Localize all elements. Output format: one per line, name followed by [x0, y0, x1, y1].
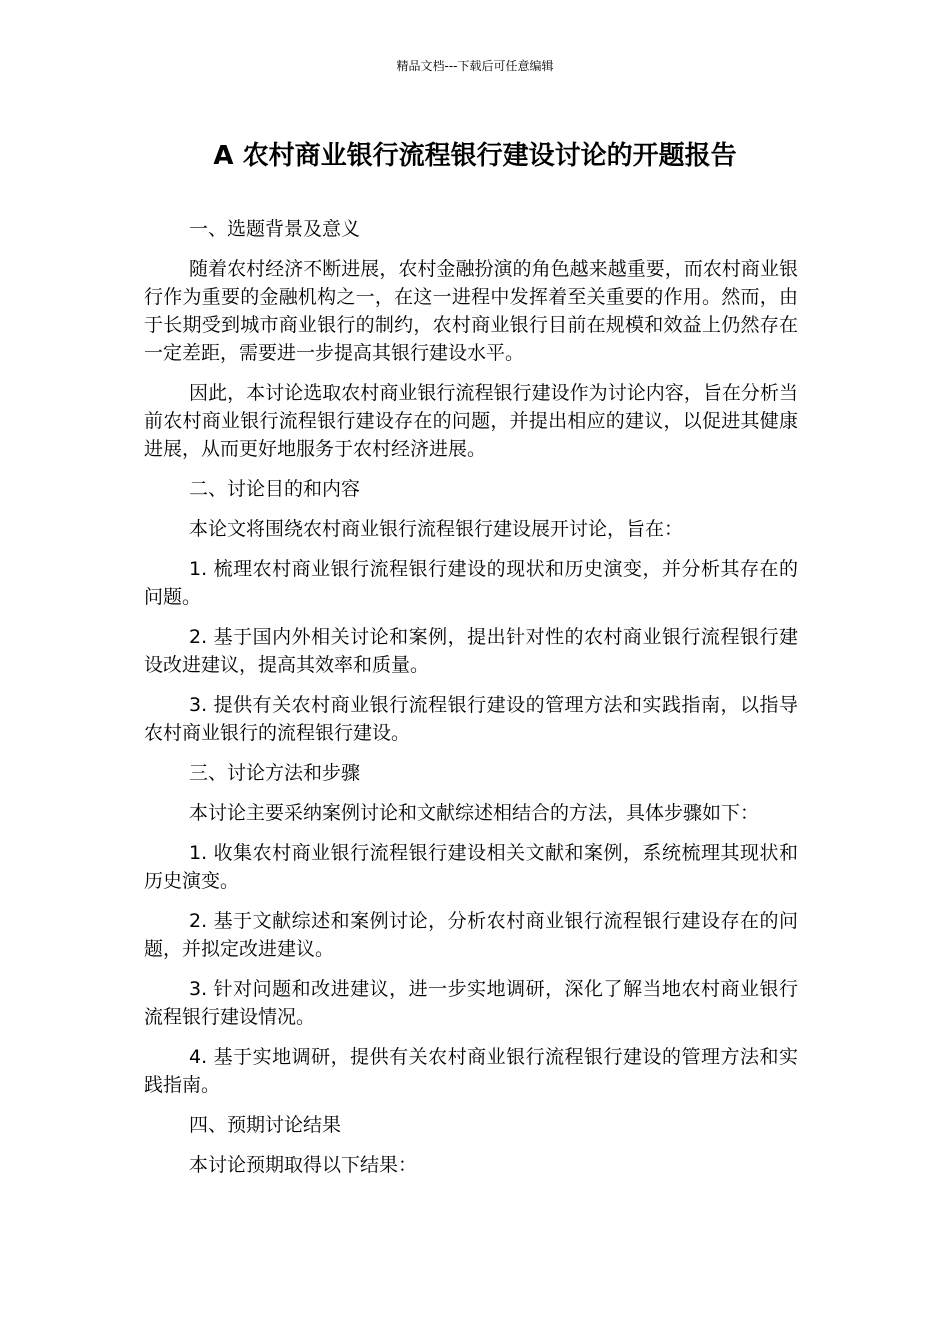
list-item: 1. 收集农村商业银行流程银行建设相关文献和案例，系统梳理其现状和历史演变。 [144, 842, 798, 892]
paragraph: 本讨论主要采纳案例讨论和文献综述相结合的方法，具体步骤如下： [189, 802, 760, 824]
section-heading: 四、预期讨论结果 [189, 1114, 342, 1136]
document-body [144, 215, 798, 1191]
list-item: 1. 梳理农村商业银行流程银行建设的现状和历史演变，并分析其存在的问题。 [144, 558, 798, 608]
section-heading: 一、选题背景及意义 [189, 218, 361, 240]
paragraph: 随着农村经济不断进展，农村金融扮演的角色越来越重要，而农村商业银行作为重要的金融机构之一，在这一进程中发挥着至关重要的作用。然而，由于长期受到城市商业银行的制约，农村商业银行目前在规模和效益上仍然存在一定差距，需要进一步提高其银行建设水平。 [144, 258, 798, 364]
paragraph: 本讨论预期取得以下结果： [189, 1154, 418, 1176]
paragraph: 因此，本讨论选取农村商业银行流程银行建设作为讨论内容，旨在分析当前农村商业银行流程银行建设存在的问题，并提出相应的建议，以促进其健康进展，从而更好地服务于农村经济进展。 [144, 382, 798, 460]
header-note: 精品文档---下载后可任意编辑 [396, 59, 554, 73]
paragraph: 本论文将围绕农村商业银行流程银行建设展开讨论，旨在： [189, 518, 684, 540]
list-item: 3. 提供有关农村商业银行流程银行建设的管理方法和实践指南，以指导农村商业银行的流程银行建设。 [144, 694, 798, 744]
document-title: A 农村商业银行流程银行建设讨论的开题报告 [213, 141, 737, 171]
section-heading: 二、讨论目的和内容 [189, 478, 361, 500]
list-item: 2. 基于文献综述和案例讨论，分析农村商业银行流程银行建设存在的问题，并拟定改进建议。 [144, 910, 798, 960]
list-item: 4. 基于实地调研，提供有关农村商业银行流程银行建设的管理方法和实践指南。 [144, 1046, 798, 1096]
list-item: 3. 针对问题和改进建议，进一步实地调研，深化了解当地农村商业银行流程银行建设情况。 [144, 978, 798, 1028]
list-item: 2. 基于国内外相关讨论和案例，提出针对性的农村商业银行流程银行建设改进建议，提高其效率和质量。 [144, 626, 798, 676]
section-heading: 三、讨论方法和步骤 [189, 762, 361, 784]
